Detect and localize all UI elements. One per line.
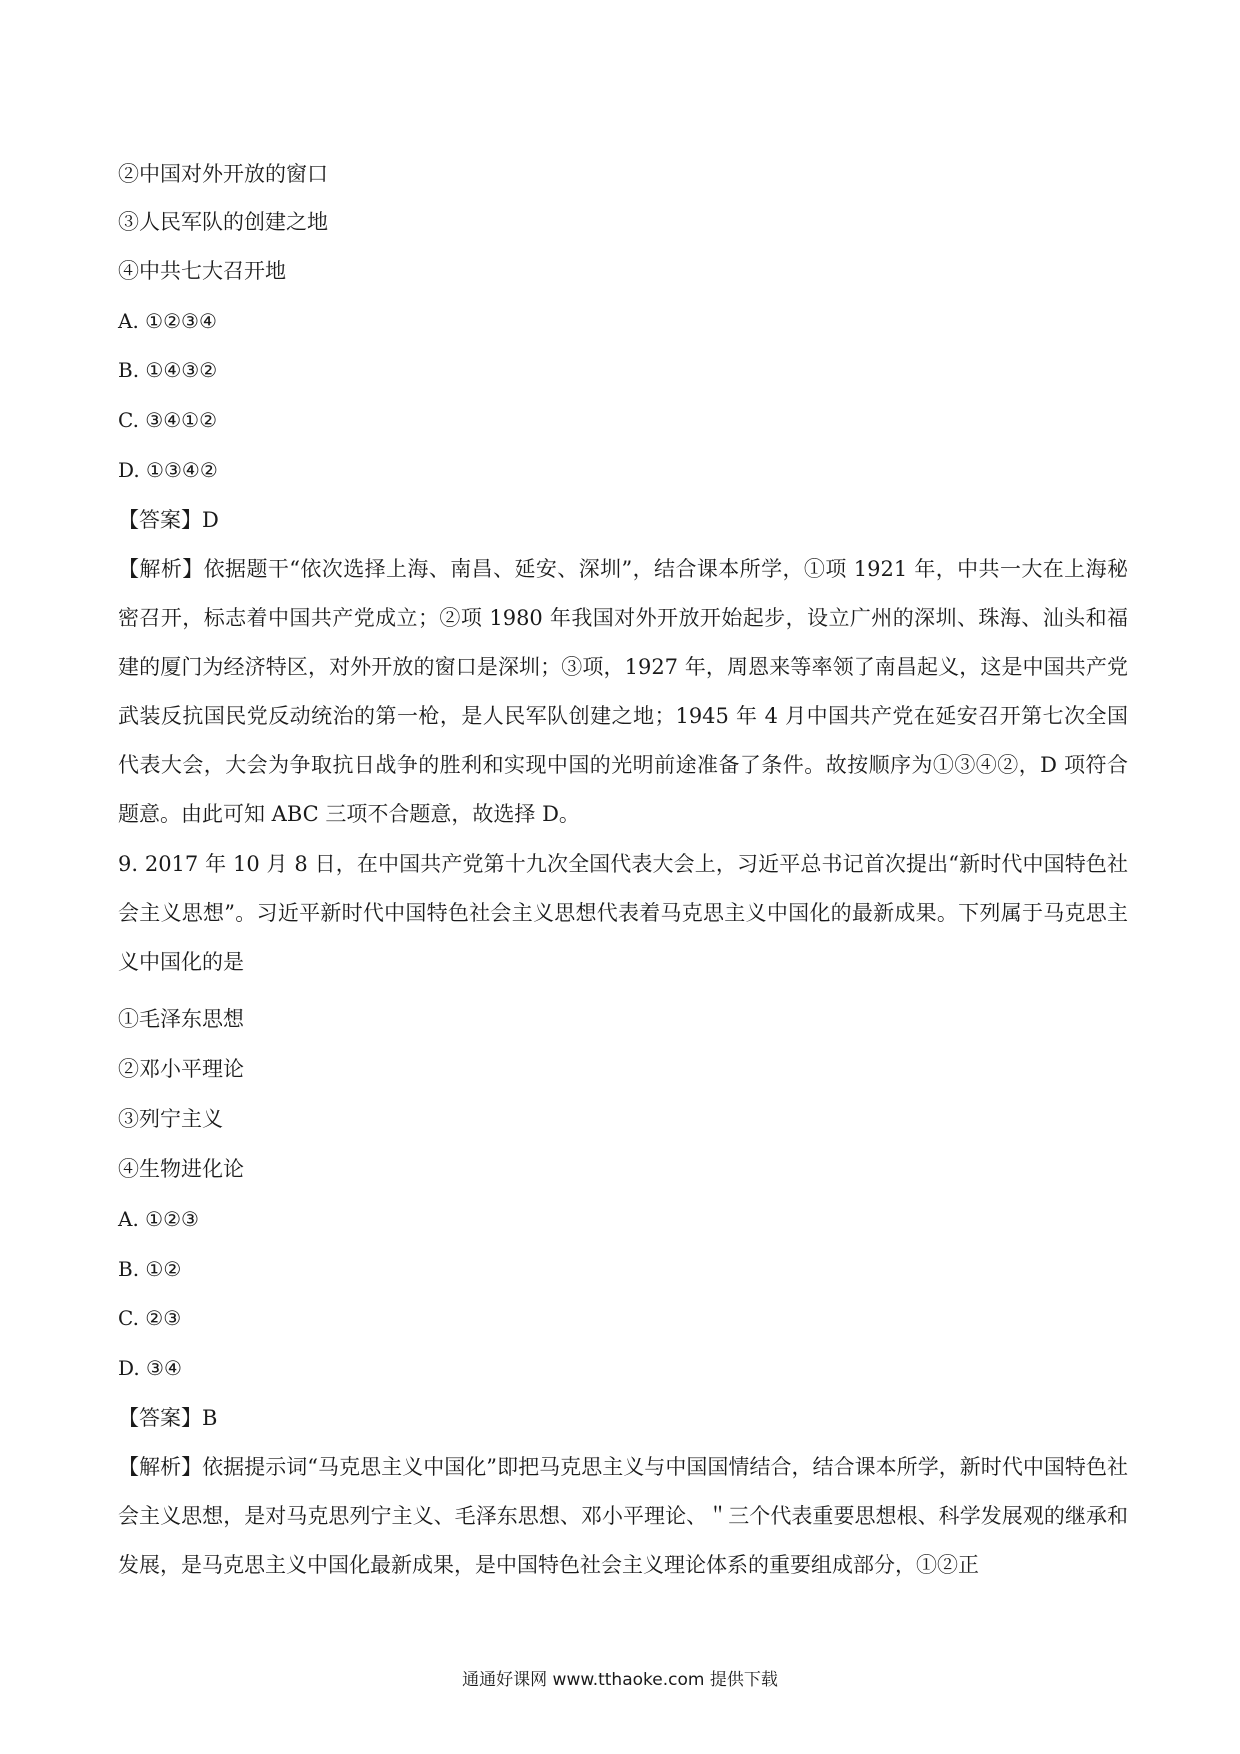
- q8-item-2: ②中国对外开放的窗口: [118, 162, 328, 186]
- q8-option-c: C. ③④①②: [118, 408, 218, 432]
- q9-answer: 【答案】B: [118, 1406, 218, 1430]
- q9-stem: 9. 2017 年 10 月 8 日，在中国共产党第十九次全国代表大会上，习近平总书记首次提出“新时代中国特色社会主义思想”。习近平新时代中国特色社会主义思想代表着马克思主义中国化的最新成果。下列属于马克思主义中国化的是: [118, 852, 1128, 974]
- q9-analysis: 【解析】依据提示词“马克思主义中国化”即把马克思主义与中国国情结合，结合课本所学，新时代中国特色社会主义思想，是对马克思列宁主义、毛泽东思想、邓小平理论、＂三个代表重要思想根、科学发展观的继承和发展，是马克思主义中国化最新成果，是中国特色社会主义理论体系的重要组成部分，①②正: [118, 1455, 1128, 1577]
- q9-item-3: ③列宁主义: [118, 1107, 223, 1131]
- q8-analysis: 【解析】依据题干“依次选择上海、南昌、延安、深圳”，结合课本所学，①项 1921 年，中共一大在上海秘密召开，标志着中国共产党成立；②项 1980 年我国对外开放开始起步，设立广州的深圳、珠海、汕头和福建的厦门为经济特区，对外开放的窗口是深圳；③项，1927 年，周恩来等率领了南昌起义，这是中国共产党武装反抗国民党反动统治的第一枪，是人民军队创建之地；1945 年 4 月中国共产党在延安召开第七次全国代表大会，大会为争取抗日战争的胜利和实现中国的光明前途准备了条件。故按顺序为①③④②，D 项符合题意。由此可知 ABC 三项不合题意，故选择 D。: [118, 557, 1128, 826]
- q9-option-d: D. ③④: [118, 1356, 182, 1380]
- q8-option-b: B. ①④③②: [118, 358, 218, 382]
- q9-option-b: B. ①②: [118, 1257, 182, 1281]
- q9-option-c: C. ②③: [118, 1306, 182, 1330]
- q9-item-1: ①毛泽东思想: [118, 1007, 244, 1031]
- q8-option-a: A. ①②③④: [118, 309, 217, 333]
- q8-answer: 【答案】D: [118, 508, 219, 532]
- page-footer: 通通好课网 www.tthaoke.com 提供下载: [462, 1670, 778, 1690]
- q8-item-4: ④中共七大召开地: [118, 259, 286, 283]
- q9-item-2: ②邓小平理论: [118, 1057, 244, 1081]
- q9-option-a: A. ①②③: [118, 1207, 199, 1231]
- q8-item-3: ③人民军队的创建之地: [118, 210, 328, 234]
- q9-item-4: ④生物进化论: [118, 1157, 244, 1181]
- q8-option-d: D. ①③④②: [118, 458, 218, 482]
